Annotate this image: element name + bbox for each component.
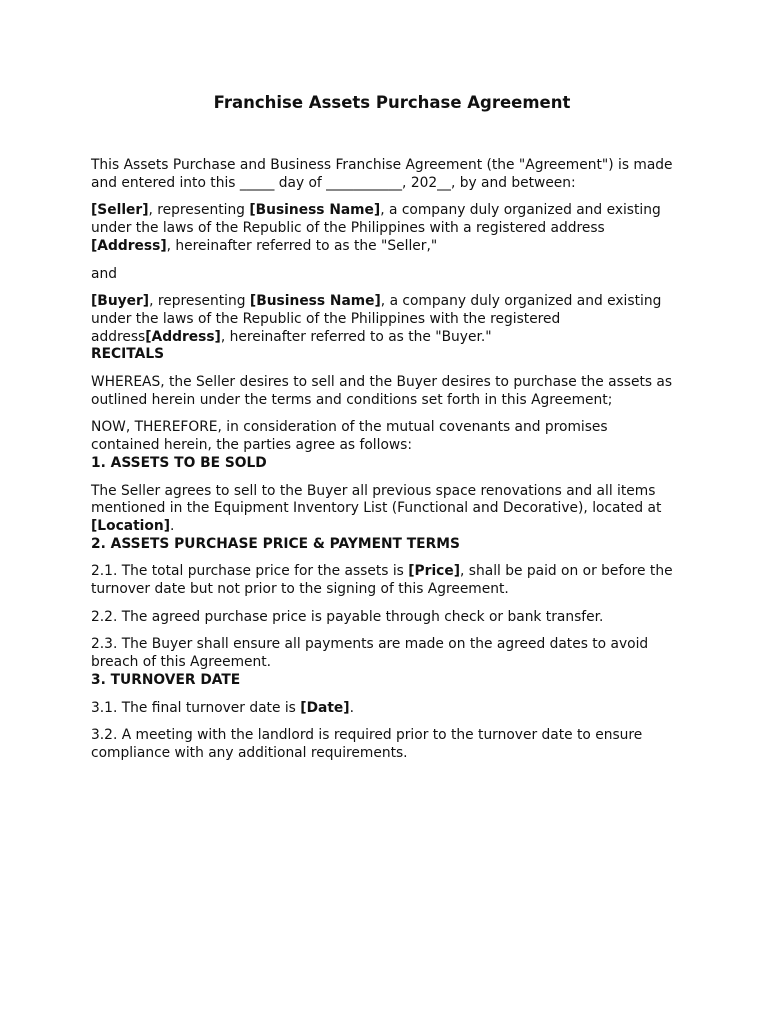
clause-2-3-text: breach of this Agreement.: [91, 654, 272, 671]
clause-2-3-text: 2.3. The Buyer shall ensure all payments are made on the agreed dates to avoid: [91, 636, 649, 653]
section-1-line: .: [170, 517, 175, 534]
section-1-paragraph: [91, 483, 683, 536]
seller-address-placeholder: [Address]: [91, 237, 167, 254]
whereas-paragraph: [91, 374, 683, 409]
clause-3-1-text: 3.1. The final turnover date is: [91, 699, 301, 716]
seller-business-name-placeholder: [Business Name]: [249, 202, 381, 219]
now-therefore-line: contained herein, the parties agree as follows:: [91, 437, 412, 454]
price-placeholder: [Price]: [408, 563, 461, 580]
whereas-line: WHEREAS, the Seller desires to sell and the Buyer desires to purchase the assets as: [91, 374, 673, 391]
clause-2-1-text: 2.1. The total purchase price for the assets is: [91, 563, 409, 580]
buyer-paragraph: [91, 293, 683, 346]
date-placeholder: [Date]: [300, 699, 350, 716]
clause-3-2-text: compliance with any additional requirements.: [91, 744, 408, 761]
clause-3-1-text: .: [349, 699, 354, 716]
now-therefore-paragraph: [91, 419, 683, 454]
clause-3-2-text: 3.2. A meeting with the landlord is required prior to the turnover date to ensure: [91, 727, 643, 744]
document-title: Franchise Assets Purchase Agreement: [213, 93, 571, 112]
location-placeholder: [Location]: [91, 517, 170, 534]
buyer-text: , a company duly organized and existing: [380, 293, 662, 310]
buyer-address-placeholder: [Address]: [145, 328, 221, 345]
section-1-heading: 1. ASSETS TO BE SOLD: [91, 454, 267, 471]
section-3-heading: 3. TURNOVER DATE: [91, 671, 241, 688]
seller-placeholder: [Seller]: [91, 202, 149, 219]
clause-2-3: [91, 636, 683, 671]
whereas-line: outlined herein under the terms and conditions set forth in this Agreement;: [91, 391, 613, 408]
buyer-placeholder: [Buyer]: [91, 293, 150, 310]
and-text: and: [91, 265, 117, 282]
clause-2-1: [91, 563, 683, 598]
seller-text: , representing: [148, 202, 250, 219]
clause-2-1-text: turnover date but not prior to the signing of this Agreement.: [91, 581, 509, 598]
clause-2-1-text: , shall be paid on or before the: [460, 563, 673, 580]
clause-3-2: [91, 727, 683, 762]
seller-text: , a company duly organized and existing: [380, 202, 661, 219]
intro-line-2: and entered into this _____ day of ___________, 202__, by and between:: [91, 174, 576, 191]
buyer-text: under the laws of the Republic of the Philippines with the registered: [91, 310, 561, 327]
seller-text: under the laws of the Republic of the Philippines with a registered address: [91, 220, 605, 237]
section-2-heading: 2. ASSETS PURCHASE PRICE & PAYMENT TERMS: [91, 535, 460, 552]
buyer-text: address: [91, 328, 146, 345]
seller-text: , hereinafter referred to as the "Seller,": [166, 237, 438, 254]
clause-3-1: [91, 700, 683, 718]
intro-paragraph: [91, 157, 683, 192]
now-therefore-line: NOW, THEREFORE, in consideration of the mutual covenants and promises: [91, 419, 608, 436]
intro-line-1: This Assets Purchase and Business Franchise Agreement (the "Agreement") is made: [91, 157, 673, 173]
recitals-heading: RECITALS: [91, 346, 165, 363]
section-1-line: mentioned in the Equipment Inventory List (Functional and Decorative), located at: [91, 500, 662, 517]
clause-2-2: 2.2. The agreed purchase price is payable through check or bank transfer.: [91, 608, 604, 625]
seller-paragraph: [91, 202, 683, 255]
document-page: [91, 92, 683, 763]
buyer-text: , hereinafter referred to as the "Buyer.": [220, 328, 492, 345]
section-1-line: The Seller agrees to sell to the Buyer all previous space renovations and all items: [91, 482, 656, 499]
buyer-business-name-placeholder: [Business Name]: [249, 293, 381, 310]
buyer-text: , representing: [149, 293, 250, 310]
